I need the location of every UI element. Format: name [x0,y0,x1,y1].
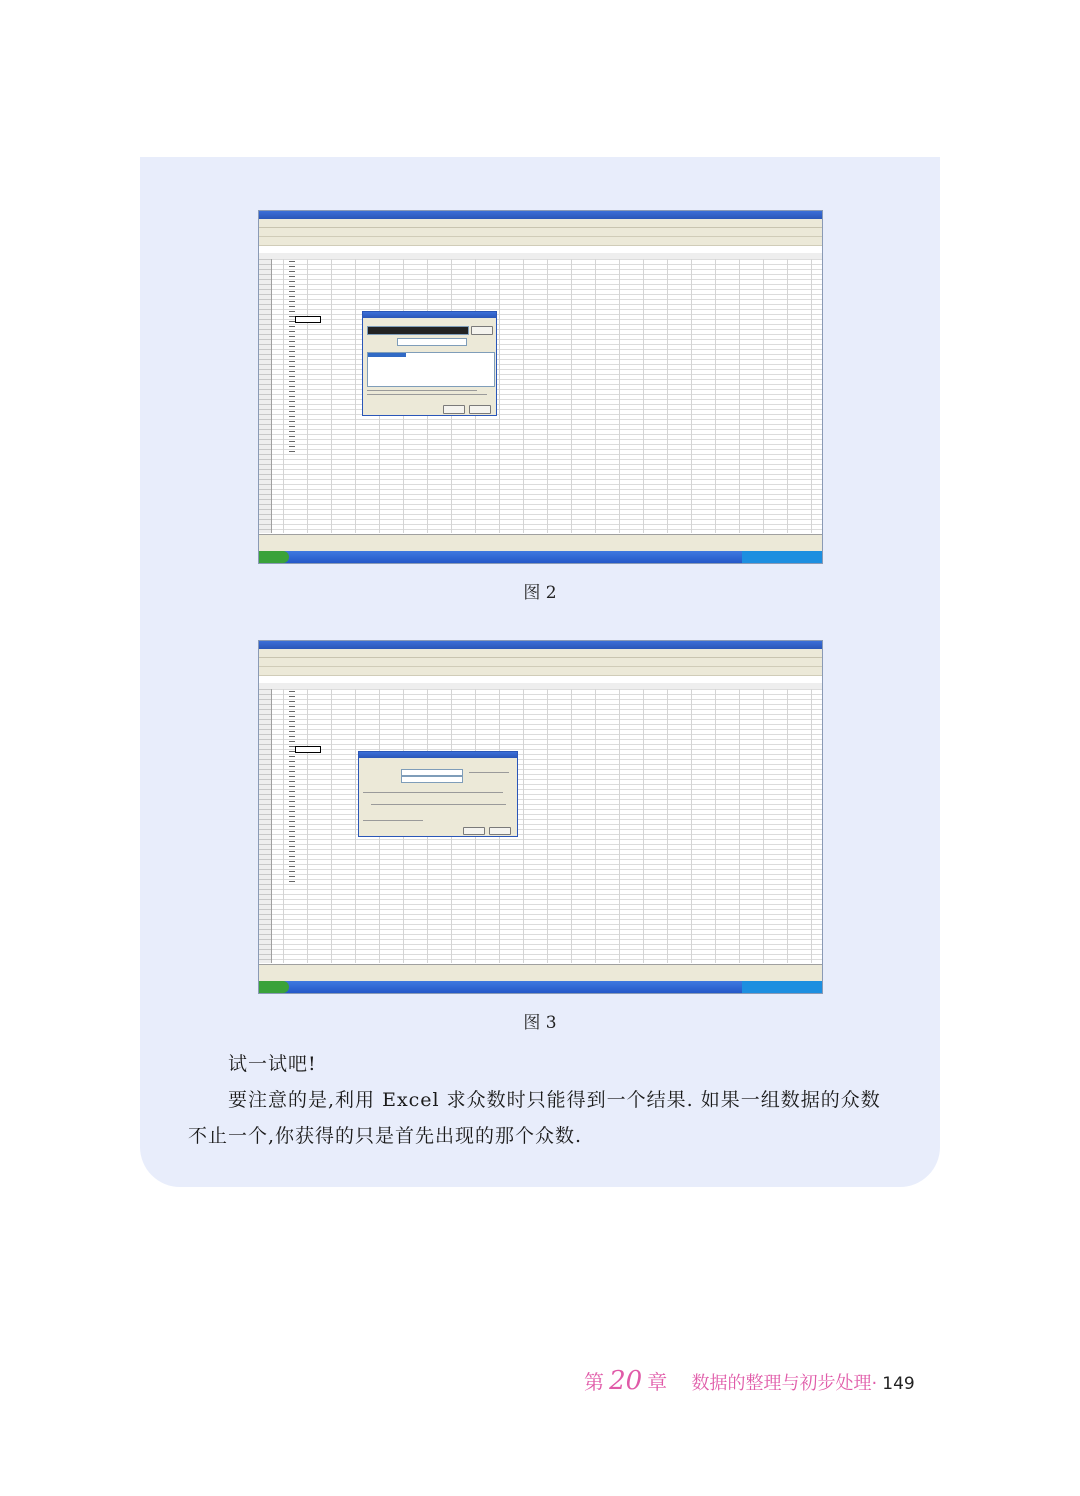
paragraph-line-2: 不止一个,你获得的只是首先出现的那个众数. [188,1125,583,1147]
figure-2-caption: 图 2 [523,583,557,603]
description-line [371,804,506,805]
windows-taskbar [259,551,822,563]
menu-bar [259,219,822,228]
description-line [363,792,503,793]
description-line [367,394,487,395]
chapter-suffix: 章 [647,1370,668,1394]
excel-screenshot-figure-3 [258,640,823,994]
status-bar [259,973,822,981]
sheet-tabs [259,964,822,973]
page-number: 149 [882,1374,915,1394]
standard-toolbar [259,228,822,237]
function-arguments-dialog [358,751,518,837]
active-cell [295,316,321,323]
system-tray [742,981,822,993]
window-titlebar [259,641,822,649]
formatting-toolbar [259,667,822,676]
ok-button [443,405,465,414]
active-cell [295,746,321,753]
formula-result-line [363,820,423,821]
window-titlebar [259,211,822,219]
column-a-values [289,691,295,886]
selected-function [368,353,406,357]
category-select [397,338,467,346]
sheet-tabs [259,534,822,543]
chapter-prefix: 第 [584,1370,604,1394]
try-it-heading: 试一试吧! [228,1053,317,1075]
system-tray [742,551,822,563]
chapter-number: 20 [609,1366,643,1396]
excel-screenshot-figure-2 [258,210,823,564]
paragraph-line-1: 要注意的是,利用 Excel 求众数时只能得到一个结果. 如果一组数据的众数 [228,1089,881,1111]
cancel-button [489,827,511,835]
number1-field [401,769,463,776]
worksheet-grid [259,689,822,963]
row-headers [259,259,272,533]
search-function-field [367,326,469,335]
start-button [259,551,289,563]
row-headers [259,689,272,963]
column-a-values [289,261,295,456]
ok-button [463,827,485,835]
go-button [471,326,493,335]
dialog-titlebar [363,312,496,318]
menu-bar [259,649,822,658]
figure-3-caption: 图 3 [523,1013,557,1033]
worksheet-grid [259,259,822,533]
result-line [469,772,509,773]
insert-function-dialog [362,311,497,416]
cancel-button [469,405,491,414]
status-bar [259,543,822,551]
description-line [367,390,477,391]
page-footer [584,1366,915,1396]
dialog-titlebar [359,752,517,758]
chapter-title: 数据的整理与初步处理· [691,1373,878,1394]
function-list [367,352,495,387]
standard-toolbar [259,658,822,667]
formatting-toolbar [259,237,822,246]
number2-field [401,776,463,783]
windows-taskbar [259,981,822,993]
start-button [259,981,289,993]
